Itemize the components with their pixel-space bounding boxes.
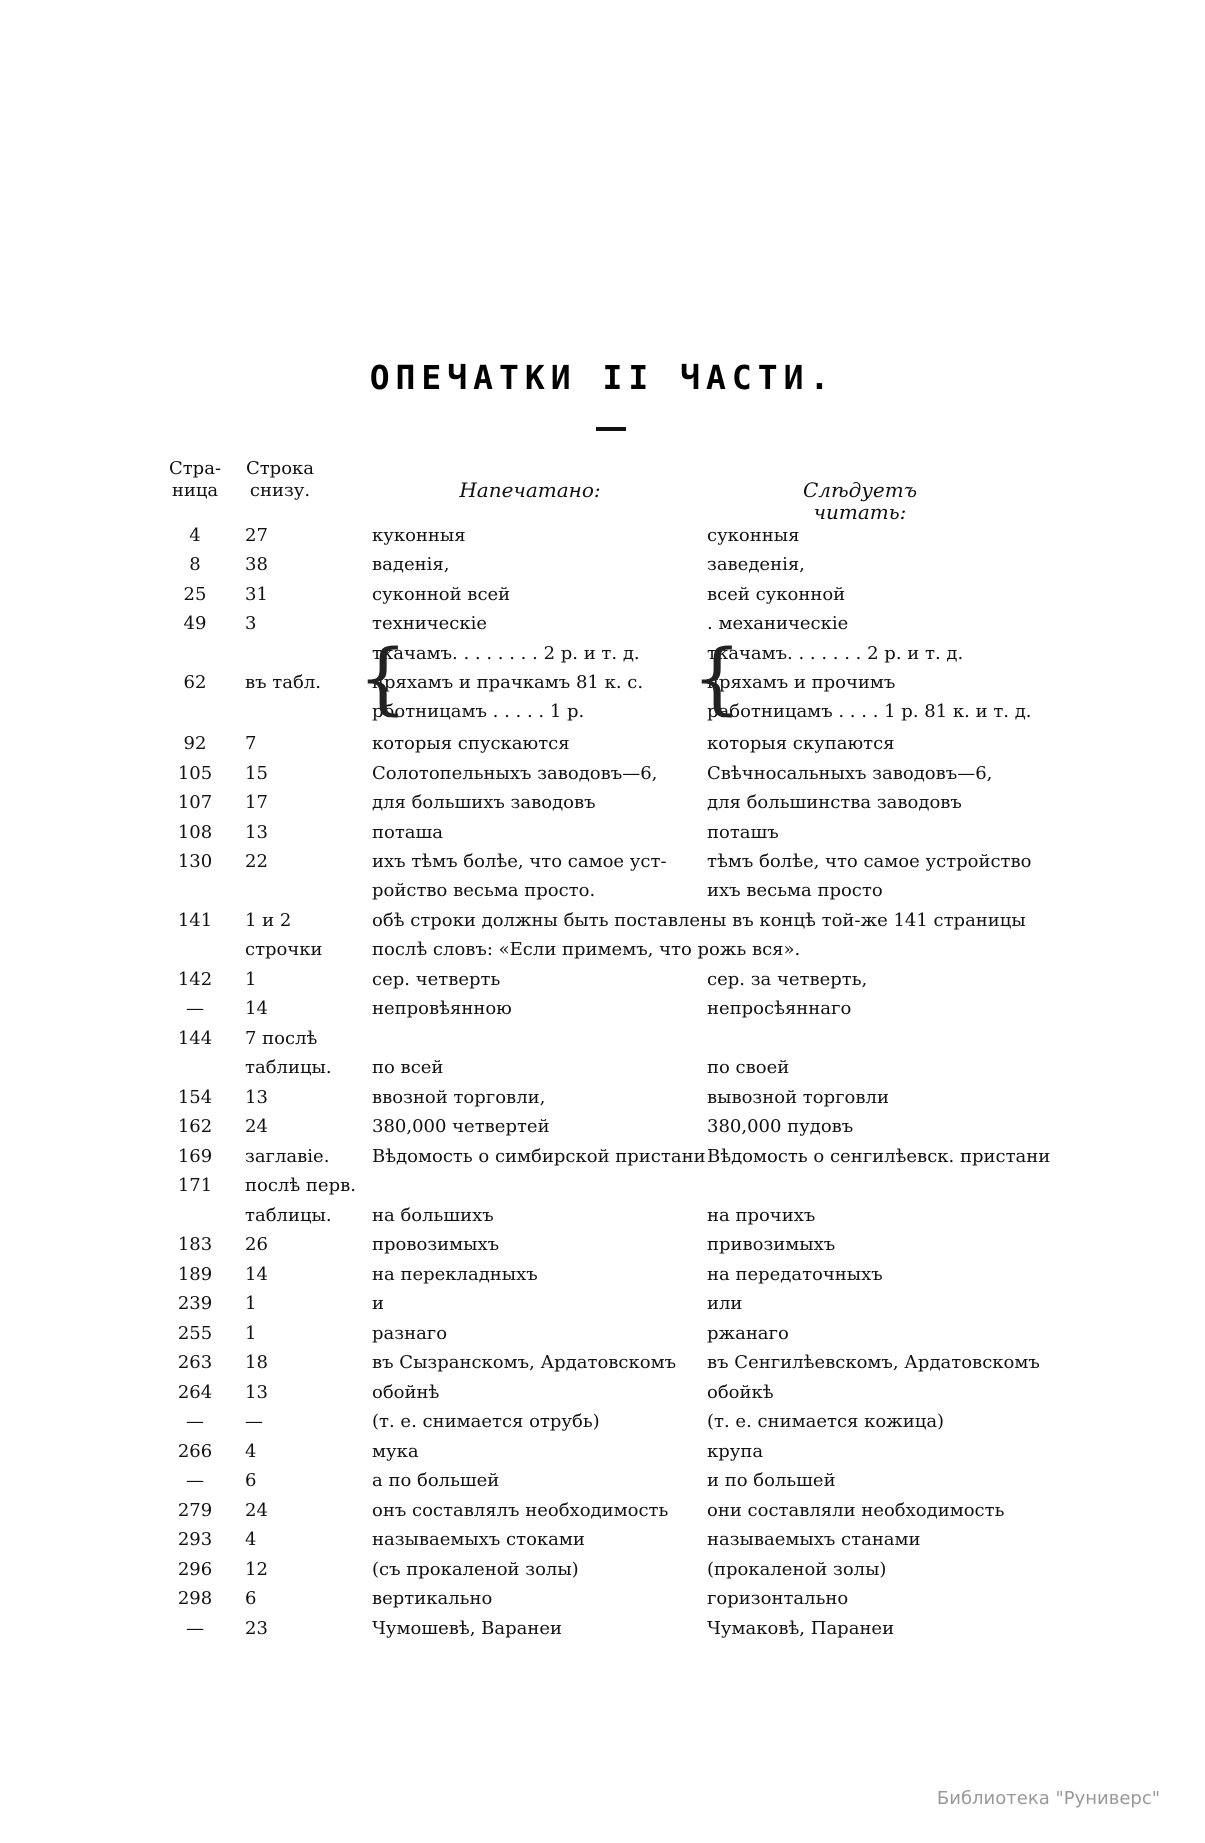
row-2-page-number: 25	[183, 584, 207, 605]
row-14-line-number: строчки	[245, 939, 323, 960]
row-7-page-number: 92	[183, 733, 207, 754]
row-2-line-number: 31	[245, 584, 268, 605]
row-31-page-number: 266	[177, 1441, 213, 1462]
row-27-correct-text: ржанаго	[707, 1323, 789, 1344]
row-15-correct-text: сер. за четверть,	[707, 969, 868, 990]
row-20-line-number: 24	[245, 1116, 268, 1137]
row-26-printed-text: и	[372, 1293, 384, 1314]
header-line-line2: снизу.	[249, 480, 311, 501]
row-30-line-number: —	[245, 1411, 263, 1432]
header-read: Слѣдуетъ читать:	[802, 478, 918, 524]
row-27-printed-text: разнаго	[372, 1323, 448, 1344]
row-0-page-number: 4	[189, 525, 201, 546]
row-16-correct-text: непросѣяннаго	[707, 998, 852, 1019]
row-34-line-number: 4	[245, 1529, 257, 1550]
row-10-line-number: 13	[245, 822, 268, 843]
row-11-correct-text: тѣмъ болѣе, что самое устройство	[707, 851, 1032, 872]
row-18-printed-text: по всей	[372, 1057, 444, 1078]
left-brace: {	[358, 634, 408, 724]
row-8-page-number: 105	[177, 763, 213, 784]
header-page-line2: ница	[171, 480, 219, 501]
row-9-line-number: 17	[245, 792, 268, 813]
row-19-line-number: 13	[245, 1087, 268, 1108]
row-29-correct-text: обойкѣ	[707, 1382, 774, 1403]
row-20-printed-text: 380,000 четвертей	[372, 1116, 550, 1137]
row-9-correct-text: для большинства заводовъ	[707, 792, 962, 813]
row-17-line-number: 7 послѣ	[245, 1028, 318, 1049]
row-13-page-number: 141	[177, 910, 213, 931]
row-0-printed-text: куконныя	[372, 525, 466, 546]
row-34-page-number: 293	[177, 1529, 213, 1550]
row-26-correct-text: или	[707, 1293, 743, 1314]
row-33-page-number: 279	[177, 1500, 213, 1521]
row-5-correct-text: пряхамъ и прочимъ	[707, 672, 896, 693]
row-5-page-number: 62	[183, 672, 207, 693]
row-11-line-number: 22	[245, 851, 268, 872]
row-1-line-number: 38	[245, 554, 268, 575]
row-14-printed-text: послѣ словъ: «Если примемъ, что рожь вся».	[372, 939, 801, 960]
row-17-page-number: 144	[177, 1028, 213, 1049]
row-19-correct-text: вывозной торговли	[707, 1087, 889, 1108]
row-7-line-number: 7	[245, 733, 257, 754]
row-30-printed-text: (т. е. снимается отрубь)	[372, 1411, 600, 1432]
row-3-correct-text: . механическіе	[707, 613, 849, 634]
row-11-printed-text: ихъ тѣмъ болѣе, что самое уст-	[372, 851, 667, 872]
row-37-page-number: —	[186, 1618, 204, 1639]
row-31-line-number: 4	[245, 1441, 257, 1462]
header-line-line1: Строка	[245, 458, 315, 479]
row-19-page-number: 154	[177, 1087, 213, 1108]
row-21-page-number: 169	[177, 1146, 213, 1167]
row-8-correct-text: Свѣчносальныхъ заводовъ—6,	[707, 763, 993, 784]
row-24-line-number: 26	[245, 1234, 268, 1255]
row-1-page-number: 8	[189, 554, 201, 575]
watermark: Библиотека "Руниверс"	[936, 1788, 1160, 1809]
row-28-page-number: 263	[177, 1352, 213, 1373]
row-9-page-number: 107	[177, 792, 213, 813]
row-1-printed-text: ваденія,	[372, 554, 450, 575]
row-21-correct-text: Вѣдомость о сенгилѣевск. пристани	[707, 1146, 1051, 1167]
title-rule	[596, 427, 626, 431]
row-25-correct-text: на передаточныхъ	[707, 1264, 883, 1285]
row-36-line-number: 6	[245, 1588, 257, 1609]
row-23-line-number: таблицы.	[245, 1205, 332, 1226]
row-28-line-number: 18	[245, 1352, 268, 1373]
row-3-printed-text: техническіе	[372, 613, 488, 634]
row-26-page-number: 239	[177, 1293, 213, 1314]
row-16-page-number: —	[186, 998, 204, 1019]
row-15-line-number: 1	[245, 969, 257, 990]
row-25-line-number: 14	[245, 1264, 268, 1285]
row-20-correct-text: 380,000 пудовъ	[707, 1116, 854, 1137]
header-line	[240, 458, 320, 502]
header-page	[160, 458, 230, 502]
header-page-line1: Стра-	[168, 458, 222, 479]
row-28-correct-text: въ Сенгилѣевскомъ, Ардатовскомъ	[707, 1352, 1040, 1373]
row-33-correct-text: они составляли необходимость	[707, 1500, 1005, 1521]
row-31-correct-text: крупа	[707, 1441, 764, 1462]
row-30-page-number: —	[186, 1411, 204, 1432]
row-25-printed-text: на перекладныхъ	[372, 1264, 538, 1285]
row-29-page-number: 264	[177, 1382, 213, 1403]
row-35-printed-text: (съ прокаленой золы)	[372, 1559, 579, 1580]
row-35-line-number: 12	[245, 1559, 268, 1580]
row-10-page-number: 108	[177, 822, 213, 843]
row-5-printed-text: пряхамъ и прачкамъ 81 к. с.	[372, 672, 644, 693]
row-37-line-number: 23	[245, 1618, 268, 1639]
row-3-line-number: 3	[245, 613, 257, 634]
row-34-printed-text: называемыхъ стоками	[372, 1529, 585, 1550]
row-0-line-number: 27	[245, 525, 268, 546]
row-24-page-number: 183	[177, 1234, 213, 1255]
row-7-correct-text: которыя скупаются	[707, 733, 895, 754]
row-23-printed-text: на большихъ	[372, 1205, 494, 1226]
row-16-printed-text: непровѣянною	[372, 998, 512, 1019]
row-6-printed-text: рботницамъ . . . . . 1 р.	[372, 701, 585, 722]
row-8-printed-text: Солотопельныхъ заводовъ—6,	[372, 763, 658, 784]
row-33-printed-text: онъ составлялъ необходимость	[372, 1500, 669, 1521]
row-10-correct-text: поташъ	[707, 822, 779, 843]
row-36-correct-text: горизонтально	[707, 1588, 849, 1609]
row-13-printed-text: обѣ строки должны быть поставлены въ концѣ той-же 141 страницы	[372, 910, 1026, 931]
row-5-line-number: въ табл.	[245, 672, 321, 693]
row-12-printed-text: ройство весьма просто.	[372, 880, 596, 901]
right-brace: {	[692, 634, 742, 724]
row-36-printed-text: вертикально	[372, 1588, 493, 1609]
row-18-line-number: таблицы.	[245, 1057, 332, 1078]
row-22-page-number: 171	[177, 1175, 213, 1196]
row-37-correct-text: Чумаковѣ, Паранеи	[707, 1618, 895, 1639]
row-4-correct-text: ткачамъ. . . . . . . 2 р. и т. д.	[707, 643, 964, 664]
row-13-line-number: 1 и 2	[245, 910, 292, 931]
row-37-printed-text: Чумошевѣ, Варанеи	[372, 1618, 563, 1639]
row-19-printed-text: ввозной торговли,	[372, 1087, 546, 1108]
row-25-page-number: 189	[177, 1264, 213, 1285]
row-32-correct-text: и по большей	[707, 1470, 836, 1491]
row-11-page-number: 130	[177, 851, 213, 872]
row-21-line-number: заглавіе.	[245, 1146, 330, 1167]
row-30-correct-text: (т. е. снимается кожица)	[707, 1411, 945, 1432]
row-18-correct-text: по своей	[707, 1057, 790, 1078]
row-20-page-number: 162	[177, 1116, 213, 1137]
row-23-correct-text: на прочихъ	[707, 1205, 816, 1226]
row-15-printed-text: сер. четверть	[372, 969, 501, 990]
row-28-printed-text: въ Сызранскомъ, Ардатовскомъ	[372, 1352, 677, 1373]
row-10-printed-text: поташа	[372, 822, 443, 843]
row-8-line-number: 15	[245, 763, 268, 784]
header-printed: Напечатано:	[459, 478, 601, 502]
row-27-line-number: 1	[245, 1323, 257, 1344]
row-36-page-number: 298	[177, 1588, 213, 1609]
row-22-line-number: послѣ перв.	[245, 1175, 356, 1196]
row-34-correct-text: называемыхъ станами	[707, 1529, 921, 1550]
row-27-page-number: 255	[177, 1323, 213, 1344]
row-15-page-number: 142	[177, 969, 213, 990]
row-31-printed-text: мука	[372, 1441, 419, 1462]
row-2-correct-text: всей суконной	[707, 584, 846, 605]
row-1-correct-text: заведенія,	[707, 554, 805, 575]
row-26-line-number: 1	[245, 1293, 257, 1314]
row-24-printed-text: провозимыхъ	[372, 1234, 500, 1255]
row-35-page-number: 296	[177, 1559, 213, 1580]
row-35-correct-text: (прокаленой золы)	[707, 1559, 887, 1580]
row-6-correct-text: работницамъ . . . . 1 р. 81 к. и т. д.	[707, 701, 1032, 722]
row-21-printed-text: Вѣдомость о симбирской пристани	[372, 1146, 706, 1167]
row-33-line-number: 24	[245, 1500, 268, 1521]
page-title: ОПЕЧАТКИ II ЧАСТИ.	[369, 358, 836, 397]
row-32-line-number: 6	[245, 1470, 257, 1491]
row-12-correct-text: ихъ весьма просто	[707, 880, 883, 901]
row-24-correct-text: привозимыхъ	[707, 1234, 836, 1255]
row-9-printed-text: для большихъ заводовъ	[372, 792, 596, 813]
row-32-page-number: —	[186, 1470, 204, 1491]
row-29-line-number: 13	[245, 1382, 268, 1403]
row-4-printed-text: ткачамъ. . . . . . . . 2 р. и т. д.	[372, 643, 640, 664]
row-3-page-number: 49	[183, 613, 207, 634]
row-29-printed-text: обойнѣ	[372, 1382, 440, 1403]
row-16-line-number: 14	[245, 998, 268, 1019]
row-32-printed-text: а по большей	[372, 1470, 500, 1491]
row-7-printed-text: которыя спускаются	[372, 733, 570, 754]
row-0-correct-text: суконныя	[707, 525, 800, 546]
row-2-printed-text: суконной всей	[372, 584, 511, 605]
